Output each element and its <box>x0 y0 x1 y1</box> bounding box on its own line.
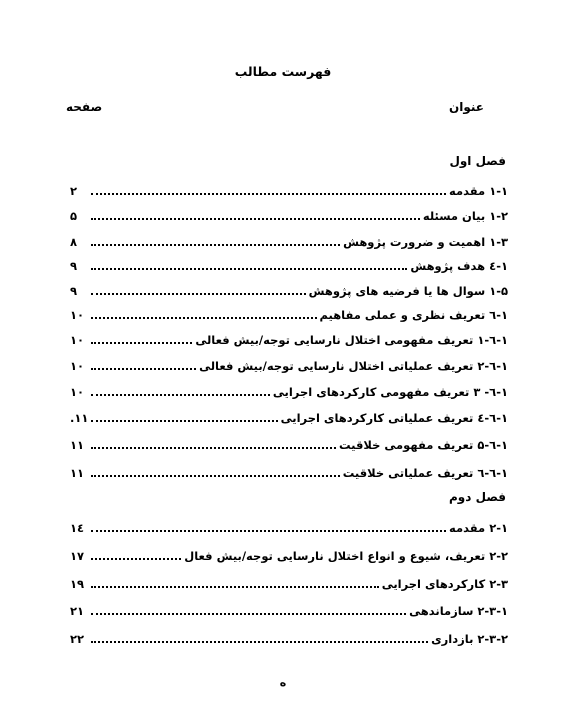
toc-entry[interactable] <box>70 573 508 591</box>
entry-title: ۱-۵ سوال ها یا فرضیه های پژوهش <box>308 284 508 298</box>
entry-title: ۱-٦-۲ تعریف عملیاتی اختلال نارسایی توجه/بیش فعالی <box>199 359 508 373</box>
toc-entry[interactable] <box>70 600 508 618</box>
dot-leader <box>91 268 407 270</box>
entry-page-number: ۱۰ <box>70 359 85 373</box>
toc-entry[interactable] <box>70 545 508 563</box>
entry-page-number: ۱۷ <box>70 549 85 563</box>
entry-page-number: ۱۰ <box>70 308 85 322</box>
dot-leader <box>91 613 406 615</box>
entry-title: ۱-٦ تعریف نظری و عملی مفاهیم <box>319 308 508 322</box>
toc-entry[interactable] <box>70 407 508 425</box>
entry-page-number: ۱٤ <box>70 521 85 535</box>
page-number-footer: ه <box>279 676 287 689</box>
entry-page-number: ۲۲ <box>70 632 85 646</box>
toc-entry[interactable] <box>70 205 508 223</box>
entry-title: ۲-۲ تعریف، شیوع و انواع اختلال نارسایی توجه/بیش فعال <box>184 549 508 563</box>
toc-entry[interactable] <box>70 628 508 646</box>
dot-leader <box>91 420 277 422</box>
page-title: فهرست مطالب <box>234 64 332 79</box>
entry-title: ۱-۲ بیان مسئله <box>422 209 508 223</box>
toc-entry[interactable] <box>70 434 508 452</box>
entry-title: ۲-۳ کارکردهای اجرایی <box>381 577 508 591</box>
toc-entry[interactable] <box>70 280 508 298</box>
entry-title: ۲-۳-۲ بازداری <box>431 632 508 646</box>
entry-title: ۲-۱ مقدمه <box>449 521 508 535</box>
entry-title: ۱-٦-٤ تعریف عملیاتی کارکردهای اجرایی <box>280 411 508 425</box>
entry-page-number: ۲۱ <box>70 604 85 618</box>
entry-page-number: ۱۱ <box>70 466 85 480</box>
entry-page-number: ۵ <box>70 209 78 223</box>
toc-entry[interactable] <box>70 231 508 249</box>
entry-page-number: ۱۰ <box>70 333 85 347</box>
dot-leader <box>91 218 420 220</box>
entry-title: ۱-٦-٦ تعریف عملیاتی خلاقیت <box>342 466 508 480</box>
dot-leader <box>91 368 196 370</box>
entry-title: ۱-٦- ۳ تعریف مفهومی کارکردهای اجرایی <box>272 385 508 399</box>
dot-leader <box>91 641 428 643</box>
dot-leader <box>91 447 336 449</box>
dot-leader <box>91 342 192 344</box>
toc-entry[interactable] <box>70 355 508 373</box>
toc-entry[interactable] <box>70 329 508 347</box>
entry-title: ۱-٤ هدف پژوهش <box>410 259 508 273</box>
dot-leader <box>91 317 317 319</box>
entry-title: ۱-٦-۱ تعریف مفهومی اختلال نارسایی توجه/بیش فعالی <box>195 333 508 347</box>
toc-entry[interactable] <box>70 517 508 535</box>
entry-page-number: ۱۱. <box>70 411 89 425</box>
toc-entry[interactable] <box>70 462 508 480</box>
entry-title: ۲-۳-۱ سازماندهی <box>409 604 508 618</box>
dot-leader <box>91 530 446 532</box>
entry-page-number: ۹ <box>70 284 78 298</box>
entry-page-number: ۱۱ <box>70 438 85 452</box>
dot-leader <box>91 244 340 246</box>
chapter-heading-2: فصل دوم <box>449 490 506 504</box>
entry-page-number: ۸ <box>70 235 78 249</box>
entry-title: ۱-۳ اهمیت و ضرورت پژوهش <box>343 235 508 249</box>
subject-column-header: عنوان <box>449 100 484 114</box>
dot-leader <box>91 558 181 560</box>
dot-leader <box>91 193 446 195</box>
dot-leader <box>91 475 340 477</box>
dot-leader <box>91 394 270 396</box>
chapter-heading-1: فصل اول <box>449 154 506 168</box>
dot-leader <box>91 586 379 588</box>
page-column-header: صفحه <box>66 100 103 114</box>
toc-entry[interactable] <box>70 255 508 273</box>
dot-leader <box>91 293 306 295</box>
entry-title: ۱-۱ مقدمه <box>449 184 508 198</box>
entry-page-number: ۱۹ <box>70 577 85 591</box>
entry-title: ۱-٦-۵ تعریف مفهومی خلاقیت <box>338 438 508 452</box>
entry-page-number: ۱۰ <box>70 385 85 399</box>
toc-entry[interactable] <box>70 381 508 399</box>
entry-page-number: ۹ <box>70 259 78 273</box>
toc-entry[interactable] <box>70 180 508 198</box>
toc-entry[interactable] <box>70 304 508 322</box>
entry-page-number: ۲ <box>70 184 78 198</box>
